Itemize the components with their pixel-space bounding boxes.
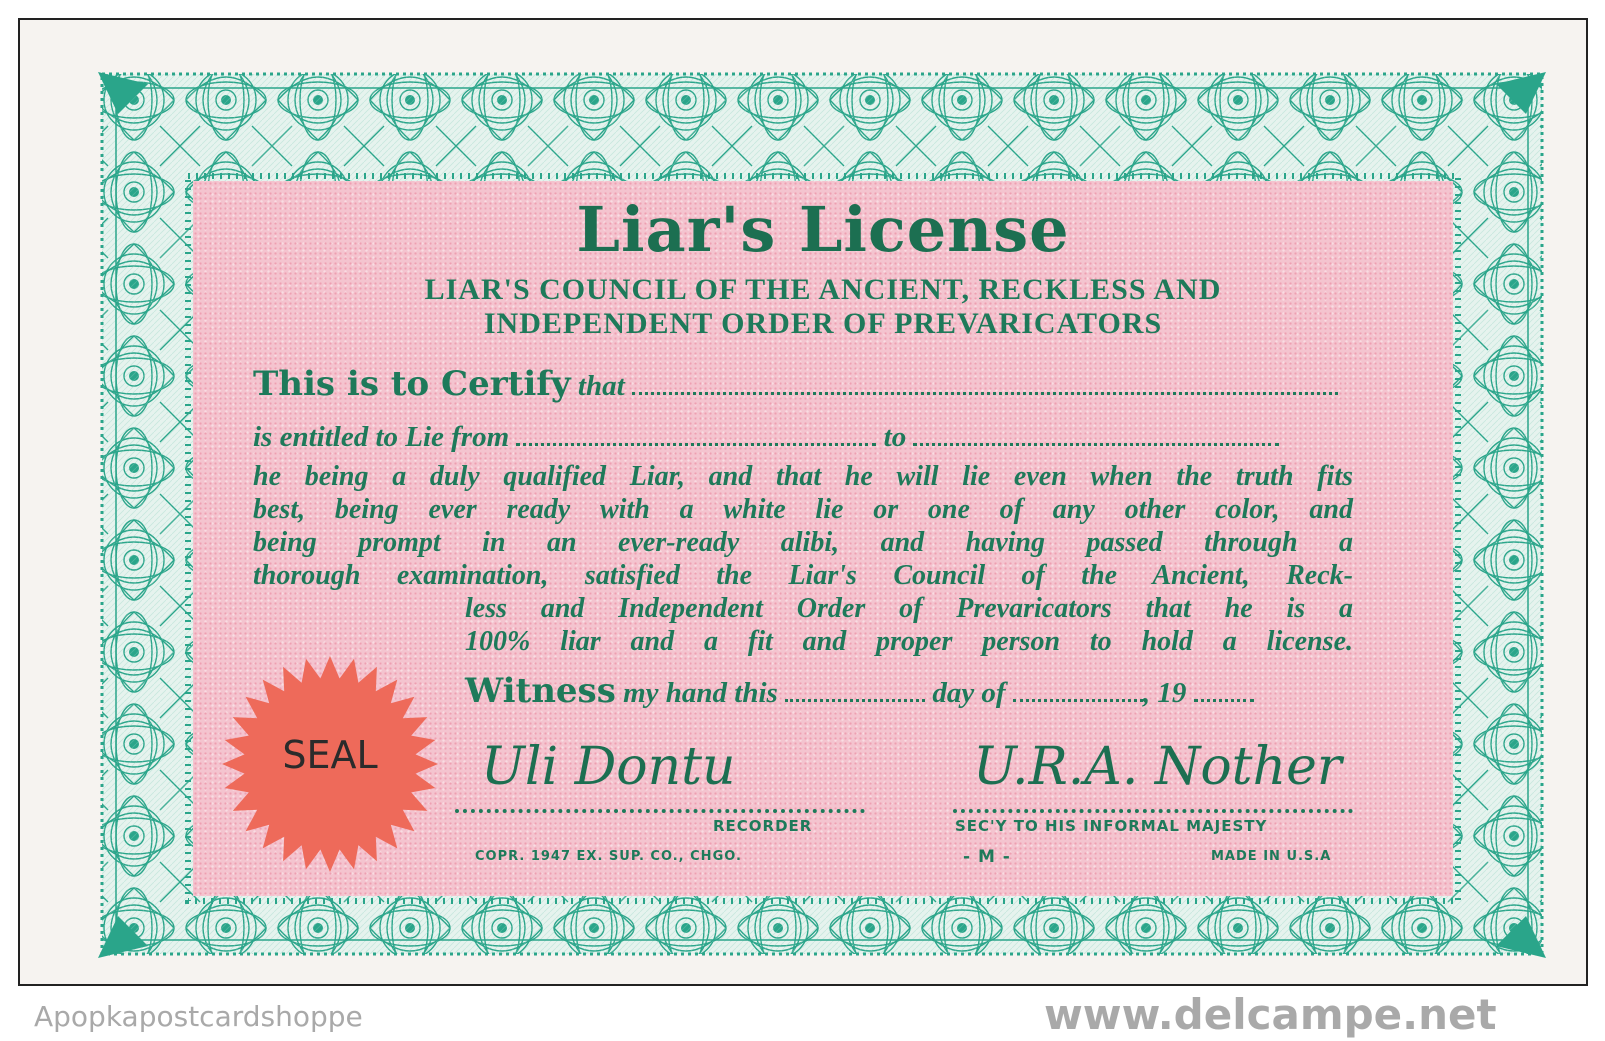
copyright-line: COPR. 1947 EX. SUP. CO., CHGO. — [475, 849, 742, 864]
watermark-shop: Apopkapostcardshoppe — [34, 1000, 363, 1033]
witness-row — [465, 671, 1254, 711]
entitled-to: to — [883, 421, 907, 453]
year-blank — [1194, 697, 1254, 702]
witness-day: day of — [932, 677, 1006, 709]
seal-label: SEAL — [282, 733, 378, 777]
witness-lead: Witness — [465, 671, 616, 711]
body-line-1: he being a duly qualified Liar, and that he will lie even when the truth fits — [253, 461, 1353, 492]
license-title: Liar's License — [576, 193, 1070, 266]
body-line-5: less and Independent Order of Prevaricators that he is a — [465, 593, 1353, 624]
month-blank — [1013, 697, 1143, 702]
certify-that: that — [577, 370, 625, 402]
day-blank — [785, 697, 925, 702]
org-line-1: LIAR'S COUNCIL OF THE ANCIENT, RECKLESS AND — [424, 273, 1222, 306]
mark-m: - M - — [963, 847, 1011, 867]
postcard-scan — [18, 18, 1588, 986]
entitled-row — [253, 421, 1279, 454]
signature-recorder: Uli Dontu — [481, 737, 736, 797]
recorder-label: RECORDER — [713, 817, 813, 835]
secretary-signature-line — [953, 809, 1353, 813]
from-blank — [516, 441, 876, 446]
name-blank — [632, 390, 1338, 395]
signature-secretary: U.R.A. Nother — [973, 737, 1342, 797]
watermark-delcampe: www.delcampe.net — [1044, 990, 1497, 1039]
body-line-2: best, being ever ready with a white lie or one of any other color, and — [253, 494, 1353, 525]
body-line-4: thorough examination, satisfied the Liar's Council of the Ancient, Reck- — [253, 560, 1353, 591]
recorder-signature-line — [455, 809, 865, 813]
entitled-lead: is entitled to Lie from — [253, 421, 510, 453]
license-panel — [193, 181, 1453, 896]
body-line-3: being prompt in an ever-ready alibi, and having passed through a — [253, 527, 1353, 558]
license-card — [88, 54, 1556, 968]
made-in-usa: MADE IN U.S.A — [1211, 849, 1332, 864]
certify-row — [253, 364, 1338, 404]
body-line-6: 100% liar and a fit and proper person to hold a license. — [465, 626, 1353, 657]
witness-hand: my hand this — [623, 677, 778, 709]
certify-lead: This is to Certify — [253, 364, 571, 404]
to-blank — [913, 441, 1279, 446]
org-line-2: INDEPENDENT ORDER OF PREVARICATORS — [483, 307, 1163, 340]
witness-year: , 19 — [1142, 677, 1187, 709]
secretary-label: SEC'Y TO HIS INFORMAL MAJESTY — [955, 817, 1268, 835]
